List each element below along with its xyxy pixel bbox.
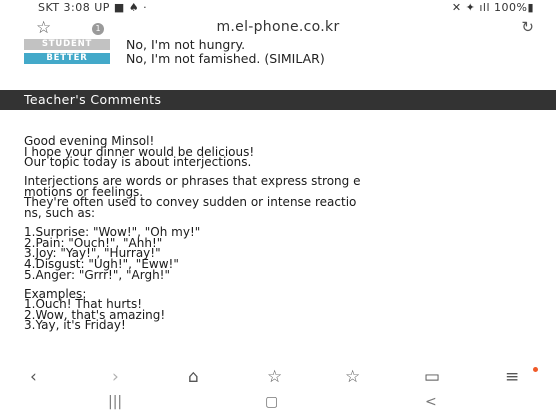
browser-toolbar: [0, 364, 556, 392]
student-answer-text: No, I'm not hungry.: [126, 37, 246, 52]
notification-dot: [533, 367, 538, 372]
home-icon[interactable]: ⌂: [188, 367, 199, 387]
teacher-comments-body: [24, 136, 544, 340]
comment-line: I hope your dinner would be delicious!: [24, 144, 255, 159]
list-item: 3.Joy: "Yay!", "Hurray!": [24, 246, 161, 261]
better-badge: BETTER: [24, 53, 110, 64]
student-badge: STUDENT: [24, 39, 110, 50]
greeting-paragraph: [24, 136, 544, 168]
bookmark-add-icon[interactable]: ☆: [267, 367, 283, 387]
comment-line: Interjections are words or phrases that express strong e: [24, 174, 361, 189]
recents-icon[interactable]: |||: [108, 394, 123, 410]
definition-paragraph: [24, 174, 544, 221]
tabs-icon[interactable]: ▭: [424, 367, 441, 387]
list-item: 1.Ouch! That hurts!: [24, 297, 143, 312]
examples-paragraph: [24, 286, 544, 333]
address-bar[interactable]: [0, 16, 556, 40]
status-left: SKT 3:08 UP ■ ♠ ·: [38, 1, 148, 14]
url-text[interactable]: m.el-phone.co.kr: [216, 19, 340, 35]
status-right: ✕ ✦ ıll 100%▮: [451, 1, 534, 14]
list-item: 1.Surprise: "Wow!", "Oh my!": [24, 225, 201, 240]
comment-line: Our topic today is about interjections.: [24, 155, 252, 170]
better-answer-row: [24, 52, 544, 66]
system-nav-bar: [0, 392, 556, 416]
back-icon[interactable]: ‹: [30, 367, 37, 387]
list-item: 3.Yay, it's Friday!: [24, 318, 126, 333]
list-item: 4.Disgust: "Ugh!", "Eww!": [24, 256, 179, 271]
section-title: Teacher's Comments: [24, 92, 162, 107]
interjection-list: [24, 227, 544, 280]
comment-line: Examples:: [24, 286, 87, 301]
tab-count-badge[interactable]: 1: [92, 23, 104, 35]
comment-line: Good evening Minsol!: [24, 134, 155, 148]
teachers-comments-header: [0, 90, 556, 110]
student-answer-row: [24, 38, 544, 52]
list-item: 2.Pain: "Ouch!", "Ahh!": [24, 235, 163, 250]
back-button-icon[interactable]: <: [425, 394, 437, 410]
menu-icon[interactable]: ≡: [505, 367, 520, 387]
list-item: 2.Wow, that's amazing!: [24, 307, 166, 322]
comment-line: ns, such as:: [24, 206, 96, 221]
answer-comparison: [0, 38, 556, 90]
bookmarks-icon[interactable]: ☆: [345, 367, 361, 387]
list-item: 5.Anger: "Grrr!", "Argh!": [24, 267, 171, 282]
status-bar: [0, 0, 556, 16]
comment-line: They're often used to convey sudden or intense reactio: [24, 195, 357, 210]
reload-icon[interactable]: ↻: [521, 18, 534, 36]
better-answer-text: No, I'm not famished. (SIMILAR): [126, 51, 325, 66]
star-icon[interactable]: ☆: [36, 18, 52, 38]
comment-line: motions or feelings.: [24, 184, 144, 199]
forward-icon[interactable]: ›: [112, 367, 119, 387]
home-button-icon[interactable]: ▢: [265, 394, 279, 410]
